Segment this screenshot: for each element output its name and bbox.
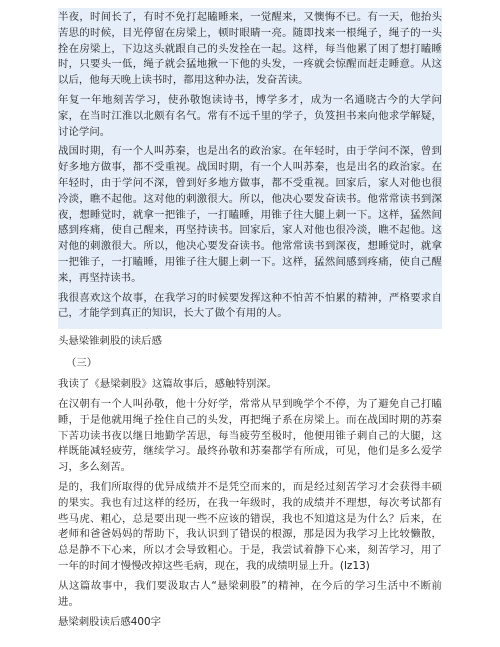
essay-paragraph-1: 我读了《悬梁刺股》这篇故事后，感触特别深。: [58, 378, 278, 391]
essay-title: 头悬梁锥刺股的读后感: [58, 335, 162, 348]
essay-paragraph-3: 是的，我们所取得的优异成绩并不是凭空而来的，而是经过刻苦学习才会获得丰硕的果实。我也有过这样的经历，在我一年级时，我的成绩并不理想，每次考试都有些马虎、粗心，总是要出现一些不应该的错误，我也不知道这是为什么？后来，在老师和爸爸妈妈的帮助下，我认识到了错误的根源，那是因为我学习上比较懒散，总是静不下心来，所以才会导致粗心。于是，我尝试着静下心来，刻苦学习，用了一年的时间才慢慢改掉这些毛病，现在，我的成绩明显上升。(lz13): [58, 480, 442, 572]
highlighted-story-block: [58, 8, 442, 329]
section-number: （三）: [66, 357, 98, 370]
story-paragraph-4: 我很喜欢这个故事，在我学习的时候要发挥这种不怕苦不怕累的精神，严格要求自己，才能学到真正的知识，长大了做个有用的人。: [58, 291, 442, 320]
story-paragraph-2: 年复一年地刻苦学习，使孙敬饱读诗书，博学多才，成为一名通晓古今的大学问家，在当时江淮以北颇有名气。常有不远千里的学子，负笈担书来向他求学解疑，讨论学问。: [58, 93, 442, 138]
story-paragraph-3: 战国时期，有一个人叫苏秦，也是出名的政治家。在年轻时，由于学问不深，曾到好多地方做事，都不受重视。战国时期，有一个人叫苏秦，也是出名的政治家。在年轻时，由于学问不深，曾到好多地方做事，都不受重视。回家后，家人对他也很冷淡，瞧不起他。这对他的刺激很大。所以，他决心要发奋读书。他常常读书到深夜，想睡觉时，就拿一把锥子，一打瞌睡，用锥子往大腿上刺一下。这样，猛然间感到疼痛，使自己醒来，再坚持读书。回家后，家人对他也很冷淡，瞧不起他。这对他的刺激很大。所以，他决心要发奋读书。他常常读书到深夜，想睡觉时，就拿一把锥子，一打瞌睡，用锥子往大腿上刺一下。这样，猛然间感到疼痛，使自己醒来，再坚持读书。: [58, 145, 442, 284]
next-essay-title: 悬梁刺股读后感400字: [58, 616, 161, 629]
essay-paragraph-4: 从这篇故事中，我们要汲取古人“悬梁刺股”的精神，在今后的学习生活中不断前进。: [58, 579, 442, 608]
essay-paragraph-2: 在汉朝有一个人叫孙敬，他十分好学，常常从早到晚学个不停，为了避免自己打瞌睡，于是他就用绳子拴住自己的头发，再把绳子系在房梁上。而在战国时期的苏秦下苦功读书夜以继日地勤学苦思，每当疲劳至极时，他便用锥子刺自己的大腿，这样既能减轻疲劳，继续学习。最终孙敬和苏秦都学有所成，可见，他们是多么爱学习，多么刻苦。: [58, 397, 442, 474]
story-paragraph-1: 半夜，时间长了，有时不免打起瞌睡来，一觉醒来，又懊悔不已。有一天，他抬头苦思的时候，目光停留在房梁上，顿时眼睛一亮。随即找来一根绳子，绳子的一头拴在房梁上，下边这头就跟自己的头发拴在一起。这样，每当他累了困了想打瞌睡时，只要头一低，绳子就会猛地揪一下他的头发，一疼就会惊醒而赶走睡意。从这以后，他每天晚上读书时，都用这种办法，发奋苦读。: [58, 11, 442, 87]
